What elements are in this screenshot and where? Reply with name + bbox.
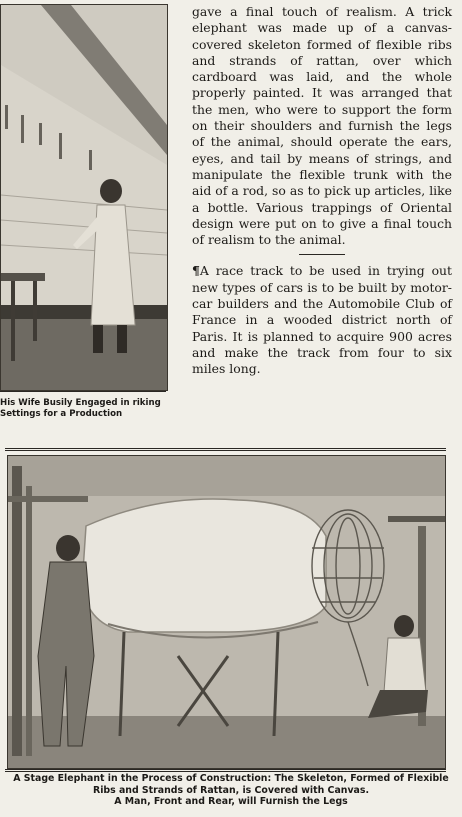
article-paragraph-1: gave a final touch of realism. A trick elephant was made up of a canvas-covered skeleton formed of flexible ribs and strands of rattan, over which cardboard was laid, and the whole properly painted. It was arranged that the men, who were to support the form on their shoulders and furnish the legs of the animal, should operate the ears, eyes, and tail by means of strings, and manipulate the flexible trunk with the aid of a rod, so as to pick up articles, like a bottle. Various trappings of Oriental design were put on to give a final touch of realism to the animal. (192, 4, 452, 248)
caption-bottom-line-1: A Stage Elephant in the Process of Construction: The Skeleton, Formed of Flexible Ribs and Strands of Rattan, is Covered with Canvas. (13, 773, 449, 796)
article-paragraph-2 (192, 263, 452, 377)
article-paragraph-2-text: A race track to be used in trying out new types of cars is to be built by motor-car builders and the Automobile Club of France in a wooded district north of Paris. It is planned to acquire 900 acres and make the track from four to six miles long. (192, 263, 452, 377)
caption-top-rule (0, 391, 166, 392)
photo-woman-painting-scenery (0, 4, 168, 391)
caption-bottom (4, 773, 458, 808)
paragraph-separator (299, 254, 345, 255)
paragraph-marker: ¶ (192, 263, 200, 279)
photo-stage-elephant (7, 455, 446, 769)
caption-bottom-line-2: A Man, Front and Rear, will Furnish the Legs (114, 796, 348, 807)
article-column (192, 4, 452, 378)
photo-stage-elephant-art (8, 456, 445, 768)
photo-woman-painting-scenery-art (1, 5, 167, 390)
caption-top: His Wife Busily Engaged in riking Settings for a Production (0, 398, 161, 419)
photo-bottom-top-rule (5, 448, 446, 451)
photo-bottom-bottom-rule (5, 769, 446, 772)
